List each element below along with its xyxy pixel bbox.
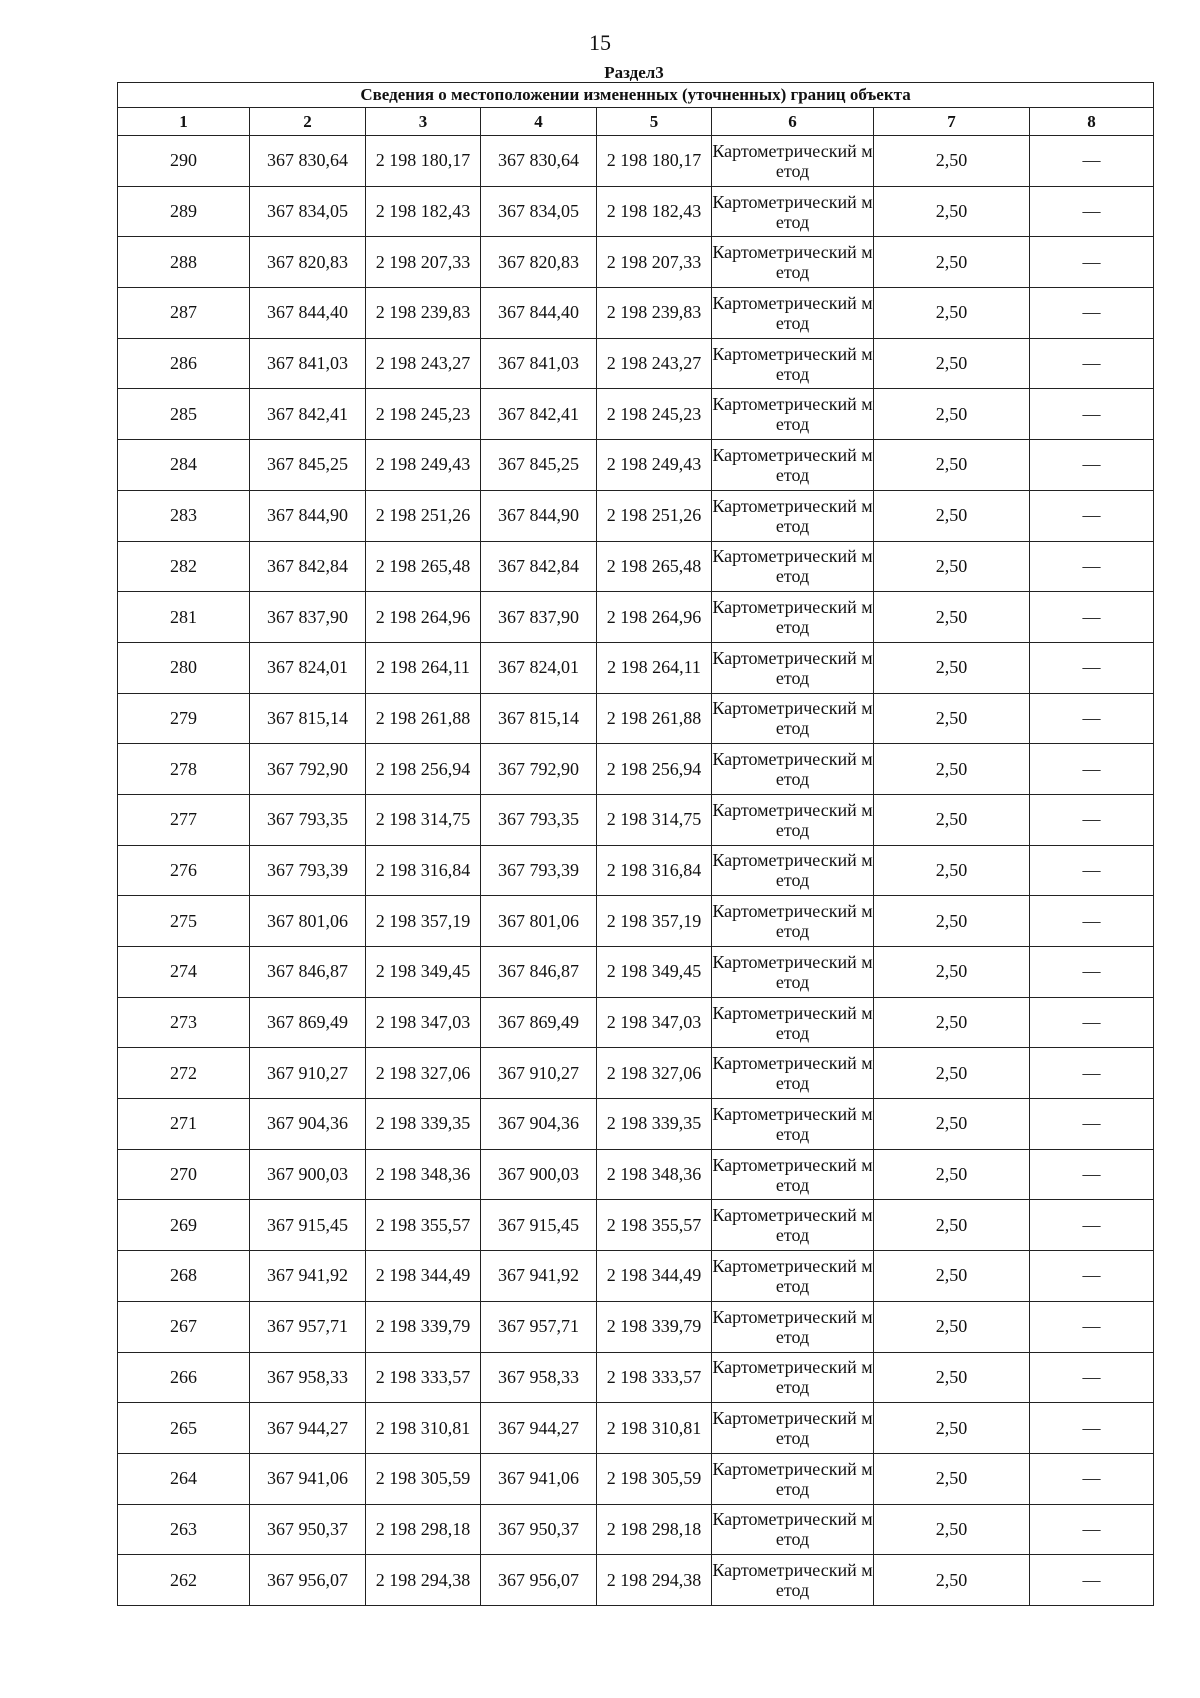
cell-col-3: 2 198 182,43 <box>366 186 481 237</box>
cell-col-3: 2 198 264,96 <box>366 592 481 643</box>
table-row <box>118 1149 1154 1200</box>
cell-col-2: 367 844,90 <box>250 490 366 541</box>
cell-col-2: 367 844,40 <box>250 288 366 339</box>
cell-col-3: 2 198 355,57 <box>366 1200 481 1251</box>
cell-col-5: 2 198 355,57 <box>597 1200 712 1251</box>
cell-col-8: — <box>1030 1149 1154 1200</box>
cell-col-1: 284 <box>118 440 250 491</box>
cell-col-5: 2 198 357,19 <box>597 896 712 947</box>
cell-col-5: 2 198 251,26 <box>597 490 712 541</box>
cell-col-7: 2,50 <box>874 490 1030 541</box>
cell-col-5: 2 198 294,38 <box>597 1555 712 1606</box>
cell-col-8: — <box>1030 186 1154 237</box>
cell-col-5: 2 198 316,84 <box>597 845 712 896</box>
table-row <box>118 1251 1154 1302</box>
cell-col-2: 367 842,84 <box>250 541 366 592</box>
page-number: 15 <box>589 30 611 55</box>
cell-col-1: 286 <box>118 338 250 389</box>
cell-col-5: 2 198 333,57 <box>597 1352 712 1403</box>
cell-col-1: 287 <box>118 288 250 339</box>
cell-col-2: 367 845,25 <box>250 440 366 491</box>
cell-col-8: — <box>1030 1504 1154 1555</box>
cell-col-2: 367 958,33 <box>250 1352 366 1403</box>
cell-col-6: Картометрический метод <box>712 338 874 389</box>
cell-col-7: 2,50 <box>874 744 1030 795</box>
cell-col-3: 2 198 348,36 <box>366 1149 481 1200</box>
cell-col-7: 2,50 <box>874 1149 1030 1200</box>
cell-col-2: 367 900,03 <box>250 1149 366 1200</box>
cell-col-2: 367 910,27 <box>250 1048 366 1099</box>
cell-col-3: 2 198 305,59 <box>366 1453 481 1504</box>
cell-col-7: 2,50 <box>874 642 1030 693</box>
cell-col-1: 269 <box>118 1200 250 1251</box>
column-header-3: 3 <box>366 108 481 136</box>
table-row <box>118 288 1154 339</box>
cell-col-3: 2 198 265,48 <box>366 541 481 592</box>
cell-col-2: 367 957,71 <box>250 1301 366 1352</box>
column-header-2: 2 <box>250 108 366 136</box>
cell-col-2: 367 941,92 <box>250 1251 366 1302</box>
cell-col-7: 2,50 <box>874 592 1030 643</box>
table-row <box>118 1048 1154 1099</box>
cell-col-4: 367 950,37 <box>481 1504 597 1555</box>
cell-col-5: 2 198 264,11 <box>597 642 712 693</box>
boundary-coordinates-table <box>117 82 1154 1606</box>
cell-col-4: 367 846,87 <box>481 947 597 998</box>
cell-col-6: Картометрический метод <box>712 896 874 947</box>
cell-col-7: 2,50 <box>874 1555 1030 1606</box>
cell-col-2: 367 815,14 <box>250 693 366 744</box>
cell-col-7: 2,50 <box>874 896 1030 947</box>
cell-col-6: Картометрический метод <box>712 1301 874 1352</box>
cell-col-7: 2,50 <box>874 288 1030 339</box>
cell-col-1: 289 <box>118 186 250 237</box>
table-row <box>118 1403 1154 1454</box>
cell-col-3: 2 198 357,19 <box>366 896 481 947</box>
cell-col-6: Картометрический метод <box>712 1048 874 1099</box>
cell-col-1: 280 <box>118 642 250 693</box>
cell-col-8: — <box>1030 794 1154 845</box>
cell-col-4: 367 845,25 <box>481 440 597 491</box>
cell-col-6: Картометрический метод <box>712 1555 874 1606</box>
cell-col-6: Картометрический метод <box>712 389 874 440</box>
cell-col-6: Картометрический метод <box>712 1352 874 1403</box>
cell-col-5: 2 198 256,94 <box>597 744 712 795</box>
cell-col-2: 367 834,05 <box>250 186 366 237</box>
cell-col-1: 278 <box>118 744 250 795</box>
cell-col-3: 2 198 339,35 <box>366 1099 481 1150</box>
cell-col-4: 367 957,71 <box>481 1301 597 1352</box>
cell-col-7: 2,50 <box>874 845 1030 896</box>
cell-col-4: 367 941,92 <box>481 1251 597 1302</box>
cell-col-7: 2,50 <box>874 136 1030 187</box>
cell-col-8: — <box>1030 136 1154 187</box>
cell-col-8: — <box>1030 693 1154 744</box>
cell-col-7: 2,50 <box>874 1099 1030 1150</box>
table-row <box>118 237 1154 288</box>
cell-col-2: 367 846,87 <box>250 947 366 998</box>
cell-col-4: 367 830,64 <box>481 136 597 187</box>
cell-col-4: 367 842,41 <box>481 389 597 440</box>
section-title: Раздел3 <box>604 63 664 82</box>
cell-col-4: 367 842,84 <box>481 541 597 592</box>
cell-col-7: 2,50 <box>874 1453 1030 1504</box>
cell-col-5: 2 198 349,45 <box>597 947 712 998</box>
cell-col-6: Картометрический метод <box>712 947 874 998</box>
cell-col-2: 367 792,90 <box>250 744 366 795</box>
cell-col-7: 2,50 <box>874 1251 1030 1302</box>
cell-col-2: 367 904,36 <box>250 1099 366 1150</box>
table-row <box>118 1099 1154 1150</box>
cell-col-4: 367 834,05 <box>481 186 597 237</box>
cell-col-1: 266 <box>118 1352 250 1403</box>
cell-col-6: Картометрический метод <box>712 490 874 541</box>
cell-col-5: 2 198 344,49 <box>597 1251 712 1302</box>
cell-col-8: — <box>1030 237 1154 288</box>
cell-col-5: 2 198 298,18 <box>597 1504 712 1555</box>
cell-col-6: Картометрический метод <box>712 1403 874 1454</box>
cell-col-2: 367 956,07 <box>250 1555 366 1606</box>
cell-col-6: Картометрический метод <box>712 997 874 1048</box>
cell-col-3: 2 198 327,06 <box>366 1048 481 1099</box>
table-row <box>118 136 1154 187</box>
cell-col-4: 367 844,40 <box>481 288 597 339</box>
cell-col-4: 367 869,49 <box>481 997 597 1048</box>
cell-col-5: 2 198 180,17 <box>597 136 712 187</box>
cell-col-7: 2,50 <box>874 541 1030 592</box>
cell-col-2: 367 830,64 <box>250 136 366 187</box>
cell-col-3: 2 198 314,75 <box>366 794 481 845</box>
cell-col-5: 2 198 327,06 <box>597 1048 712 1099</box>
cell-col-5: 2 198 264,96 <box>597 592 712 643</box>
cell-col-7: 2,50 <box>874 1504 1030 1555</box>
cell-col-3: 2 198 239,83 <box>366 288 481 339</box>
column-header-6: 6 <box>712 108 874 136</box>
table-row <box>118 490 1154 541</box>
cell-col-7: 2,50 <box>874 693 1030 744</box>
cell-col-5: 2 198 243,27 <box>597 338 712 389</box>
cell-col-4: 367 801,06 <box>481 896 597 947</box>
table-row <box>118 389 1154 440</box>
cell-col-8: — <box>1030 1403 1154 1454</box>
cell-col-8: — <box>1030 845 1154 896</box>
cell-col-4: 367 944,27 <box>481 1403 597 1454</box>
cell-col-1: 273 <box>118 997 250 1048</box>
cell-col-2: 367 793,39 <box>250 845 366 896</box>
cell-col-4: 367 941,06 <box>481 1453 597 1504</box>
cell-col-6: Картометрический метод <box>712 541 874 592</box>
cell-col-4: 367 793,35 <box>481 794 597 845</box>
table-row <box>118 541 1154 592</box>
cell-col-4: 367 844,90 <box>481 490 597 541</box>
cell-col-2: 367 824,01 <box>250 642 366 693</box>
cell-col-6: Картометрический метод <box>712 1453 874 1504</box>
cell-col-7: 2,50 <box>874 237 1030 288</box>
cell-col-1: 267 <box>118 1301 250 1352</box>
cell-col-1: 281 <box>118 592 250 643</box>
cell-col-2: 367 869,49 <box>250 997 366 1048</box>
cell-col-8: — <box>1030 744 1154 795</box>
cell-col-8: — <box>1030 1301 1154 1352</box>
cell-col-8: — <box>1030 642 1154 693</box>
table-caption-row <box>118 83 1154 108</box>
cell-col-4: 367 958,33 <box>481 1352 597 1403</box>
cell-col-8: — <box>1030 1048 1154 1099</box>
cell-col-3: 2 198 347,03 <box>366 997 481 1048</box>
table-row <box>118 693 1154 744</box>
cell-col-8: — <box>1030 592 1154 643</box>
cell-col-6: Картометрический метод <box>712 186 874 237</box>
cell-col-6: Картометрический метод <box>712 1504 874 1555</box>
table-row <box>118 1555 1154 1606</box>
cell-col-7: 2,50 <box>874 1048 1030 1099</box>
cell-col-1: 262 <box>118 1555 250 1606</box>
cell-col-5: 2 198 339,35 <box>597 1099 712 1150</box>
cell-col-6: Картометрический метод <box>712 845 874 896</box>
cell-col-3: 2 198 180,17 <box>366 136 481 187</box>
cell-col-2: 367 801,06 <box>250 896 366 947</box>
table-row <box>118 440 1154 491</box>
cell-col-8: — <box>1030 338 1154 389</box>
cell-col-1: 282 <box>118 541 250 592</box>
cell-col-1: 285 <box>118 389 250 440</box>
cell-col-6: Картометрический метод <box>712 1200 874 1251</box>
cell-col-3: 2 198 333,57 <box>366 1352 481 1403</box>
cell-col-1: 290 <box>118 136 250 187</box>
cell-col-3: 2 198 310,81 <box>366 1403 481 1454</box>
table-row <box>118 1453 1154 1504</box>
column-header-4: 4 <box>481 108 597 136</box>
cell-col-1: 277 <box>118 794 250 845</box>
table-row <box>118 1352 1154 1403</box>
table-row <box>118 744 1154 795</box>
cell-col-5: 2 198 261,88 <box>597 693 712 744</box>
cell-col-2: 367 793,35 <box>250 794 366 845</box>
cell-col-6: Картометрический метод <box>712 1099 874 1150</box>
cell-col-3: 2 198 298,18 <box>366 1504 481 1555</box>
cell-col-6: Картометрический метод <box>712 794 874 845</box>
cell-col-8: — <box>1030 896 1154 947</box>
cell-col-4: 367 815,14 <box>481 693 597 744</box>
cell-col-8: — <box>1030 541 1154 592</box>
cell-col-8: — <box>1030 947 1154 998</box>
cell-col-8: — <box>1030 1099 1154 1150</box>
cell-col-5: 2 198 249,43 <box>597 440 712 491</box>
cell-col-3: 2 198 261,88 <box>366 693 481 744</box>
cell-col-7: 2,50 <box>874 1352 1030 1403</box>
cell-col-5: 2 198 339,79 <box>597 1301 712 1352</box>
cell-col-6: Картометрический метод <box>712 642 874 693</box>
cell-col-4: 367 915,45 <box>481 1200 597 1251</box>
table-row <box>118 338 1154 389</box>
cell-col-7: 2,50 <box>874 389 1030 440</box>
cell-col-7: 2,50 <box>874 947 1030 998</box>
cell-col-1: 271 <box>118 1099 250 1150</box>
cell-col-5: 2 198 265,48 <box>597 541 712 592</box>
cell-col-6: Картометрический метод <box>712 1251 874 1302</box>
cell-col-1: 264 <box>118 1453 250 1504</box>
cell-col-7: 2,50 <box>874 794 1030 845</box>
cell-col-4: 367 910,27 <box>481 1048 597 1099</box>
cell-col-8: — <box>1030 288 1154 339</box>
column-header-7: 7 <box>874 108 1030 136</box>
cell-col-4: 367 792,90 <box>481 744 597 795</box>
cell-col-3: 2 198 339,79 <box>366 1301 481 1352</box>
cell-col-3: 2 198 344,49 <box>366 1251 481 1302</box>
cell-col-5: 2 198 305,59 <box>597 1453 712 1504</box>
cell-col-6: Картометрический метод <box>712 136 874 187</box>
table-row <box>118 947 1154 998</box>
cell-col-3: 2 198 256,94 <box>366 744 481 795</box>
table-row <box>118 794 1154 845</box>
cell-col-5: 2 198 347,03 <box>597 997 712 1048</box>
column-header-1: 1 <box>118 108 250 136</box>
cell-col-4: 367 820,83 <box>481 237 597 288</box>
cell-col-8: — <box>1030 389 1154 440</box>
cell-col-8: — <box>1030 440 1154 491</box>
cell-col-3: 2 198 264,11 <box>366 642 481 693</box>
cell-col-8: — <box>1030 1200 1154 1251</box>
cell-col-1: 288 <box>118 237 250 288</box>
cell-col-5: 2 198 239,83 <box>597 288 712 339</box>
cell-col-5: 2 198 245,23 <box>597 389 712 440</box>
cell-col-6: Картометрический метод <box>712 693 874 744</box>
cell-col-1: 274 <box>118 947 250 998</box>
table-row <box>118 896 1154 947</box>
cell-col-2: 367 950,37 <box>250 1504 366 1555</box>
cell-col-3: 2 198 245,23 <box>366 389 481 440</box>
cell-col-7: 2,50 <box>874 440 1030 491</box>
cell-col-7: 2,50 <box>874 338 1030 389</box>
column-header-5: 5 <box>597 108 712 136</box>
cell-col-4: 367 793,39 <box>481 845 597 896</box>
cell-col-2: 367 944,27 <box>250 1403 366 1454</box>
table-row <box>118 592 1154 643</box>
cell-col-4: 367 900,03 <box>481 1149 597 1200</box>
cell-col-6: Картометрический метод <box>712 440 874 491</box>
cell-col-3: 2 198 349,45 <box>366 947 481 998</box>
cell-col-6: Картометрический метод <box>712 1149 874 1200</box>
cell-col-3: 2 198 207,33 <box>366 237 481 288</box>
cell-col-2: 367 837,90 <box>250 592 366 643</box>
cell-col-8: — <box>1030 1251 1154 1302</box>
cell-col-1: 272 <box>118 1048 250 1099</box>
column-header-8: 8 <box>1030 108 1154 136</box>
cell-col-2: 367 842,41 <box>250 389 366 440</box>
cell-col-1: 276 <box>118 845 250 896</box>
cell-col-7: 2,50 <box>874 1301 1030 1352</box>
table-row <box>118 845 1154 896</box>
cell-col-6: Картометрический метод <box>712 744 874 795</box>
cell-col-2: 367 841,03 <box>250 338 366 389</box>
cell-col-3: 2 198 294,38 <box>366 1555 481 1606</box>
cell-col-1: 268 <box>118 1251 250 1302</box>
cell-col-1: 263 <box>118 1504 250 1555</box>
cell-col-8: — <box>1030 1352 1154 1403</box>
cell-col-3: 2 198 249,43 <box>366 440 481 491</box>
table-row <box>118 186 1154 237</box>
table-row <box>118 642 1154 693</box>
cell-col-7: 2,50 <box>874 1200 1030 1251</box>
cell-col-7: 2,50 <box>874 1403 1030 1454</box>
cell-col-7: 2,50 <box>874 186 1030 237</box>
cell-col-8: — <box>1030 490 1154 541</box>
cell-col-1: 279 <box>118 693 250 744</box>
cell-col-4: 367 956,07 <box>481 1555 597 1606</box>
cell-col-8: — <box>1030 1453 1154 1504</box>
cell-col-8: — <box>1030 997 1154 1048</box>
cell-col-2: 367 915,45 <box>250 1200 366 1251</box>
cell-col-6: Картометрический метод <box>712 237 874 288</box>
cell-col-5: 2 198 207,33 <box>597 237 712 288</box>
cell-col-3: 2 198 251,26 <box>366 490 481 541</box>
cell-col-5: 2 198 348,36 <box>597 1149 712 1200</box>
cell-col-3: 2 198 243,27 <box>366 338 481 389</box>
cell-col-5: 2 198 310,81 <box>597 1403 712 1454</box>
table-row <box>118 1200 1154 1251</box>
cell-col-4: 367 904,36 <box>481 1099 597 1150</box>
column-number-row <box>118 108 1154 136</box>
cell-col-4: 367 824,01 <box>481 642 597 693</box>
cell-col-1: 275 <box>118 896 250 947</box>
table-caption: Сведения о местоположении измененных (уточненных) границ объекта <box>118 83 1154 108</box>
cell-col-4: 367 837,90 <box>481 592 597 643</box>
cell-col-5: 2 198 182,43 <box>597 186 712 237</box>
table-row <box>118 997 1154 1048</box>
cell-col-1: 283 <box>118 490 250 541</box>
table-row <box>118 1504 1154 1555</box>
cell-col-2: 367 820,83 <box>250 237 366 288</box>
table-row <box>118 1301 1154 1352</box>
cell-col-1: 270 <box>118 1149 250 1200</box>
cell-col-3: 2 198 316,84 <box>366 845 481 896</box>
cell-col-6: Картометрический метод <box>712 288 874 339</box>
cell-col-2: 367 941,06 <box>250 1453 366 1504</box>
cell-col-6: Картометрический метод <box>712 592 874 643</box>
cell-col-5: 2 198 314,75 <box>597 794 712 845</box>
cell-col-7: 2,50 <box>874 997 1030 1048</box>
table-body <box>118 136 1154 1606</box>
cell-col-8: — <box>1030 1555 1154 1606</box>
cell-col-1: 265 <box>118 1403 250 1454</box>
cell-col-4: 367 841,03 <box>481 338 597 389</box>
